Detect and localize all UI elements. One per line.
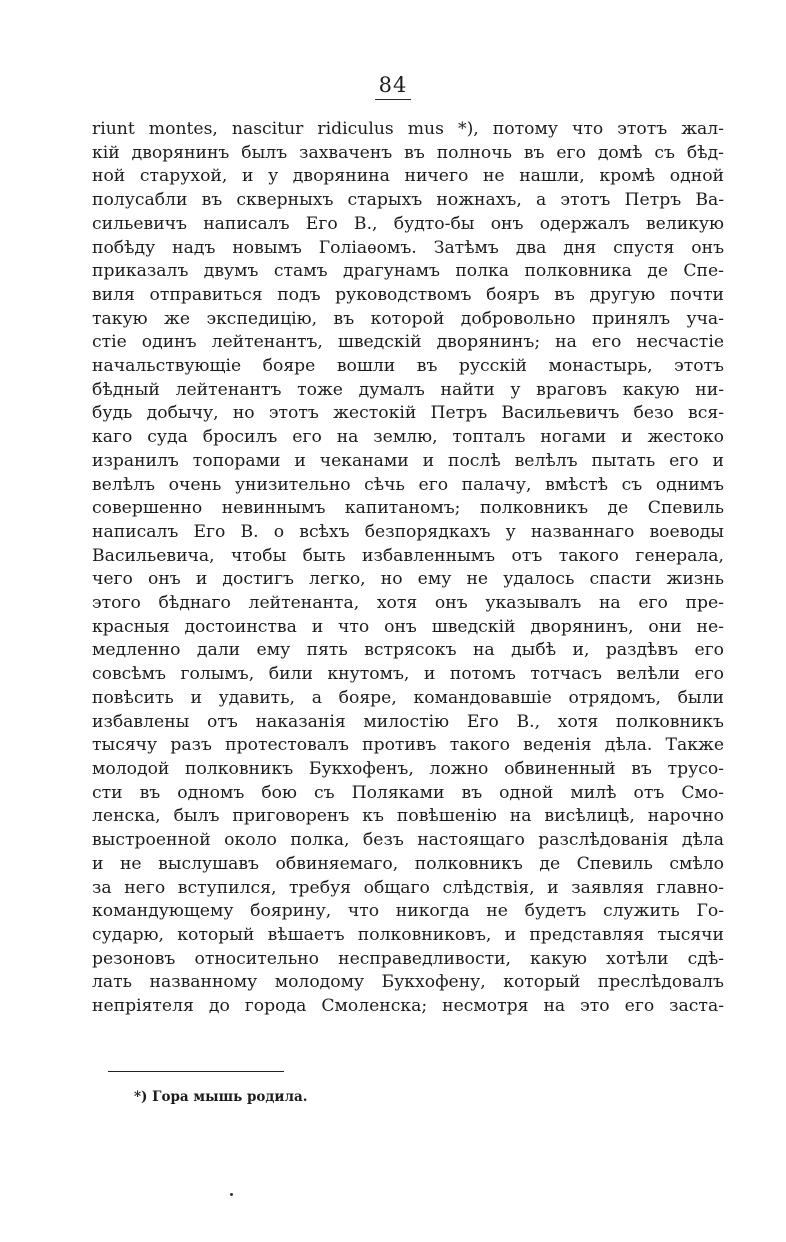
text-line: изранилъ топорами и чеканами и послѣ велѣлъ пытать его и — [92, 450, 724, 471]
text-line: ленска, былъ приговоренъ къ повѣшенію на висѣлицѣ, нарочно — [92, 806, 724, 827]
text-line: молодой полковникъ Букхофенъ, ложно обвиненный въ трусо- — [92, 758, 724, 779]
text-line: стіе одинъ лейтенантъ, шведскій дворянинъ; на его несчастіе — [92, 332, 724, 353]
text-line: за него вступился, требуя общаго слѣдствія, и заявляя главно- — [92, 877, 724, 898]
text-line: красныя достоинства и что онъ шведскій дворянинъ, они не- — [92, 616, 724, 637]
text-line: начальствующіе бояре вошли въ русскій монастырь, этотъ — [92, 356, 724, 377]
text-line: командующему боярину, что никогда не будетъ служить Го- — [92, 901, 724, 922]
text-line: Васильевича, чтобы быть избавленнымъ отъ такого генерала, — [92, 545, 724, 566]
text-line: медленно дали ему пять встрясокъ на дыбѣ и, раздѣвъ его — [92, 640, 724, 661]
text-line: сильевичъ написалъ Его В., будто-бы онъ одержалъ великую — [92, 213, 724, 234]
text-line: тысячу разъ протестовалъ противъ такого веденія дѣла. Также — [92, 735, 724, 756]
page-number-text: 84 — [375, 72, 412, 100]
text-line: бѣдный лейтенантъ тоже думалъ найти у враговъ какую ни- — [92, 379, 724, 400]
print-speck — [230, 1193, 233, 1196]
text-line: сударю, который вѣшаетъ полковниковъ, и представляя тысячи — [92, 924, 724, 945]
body-text — [92, 118, 724, 1019]
text-line: этого бѣднаго лейтенанта, хотя онъ указывалъ на его пре- — [92, 593, 724, 614]
text-line: написалъ Его В. о всѣхъ безпорядкахъ у названнаго воеводы — [92, 521, 724, 542]
text-line: совсѣмъ голымъ, били кнутомъ, и потомъ тотчасъ велѣли его — [92, 664, 724, 685]
text-line: сти въ одномъ бою съ Поляками въ одной милѣ отъ Смо- — [92, 782, 724, 803]
text-line: полусабли въ скверныхъ старыхъ ножнахъ, а этотъ Петръ Ва- — [92, 190, 724, 211]
text-line: велѣлъ очень унизительно сѣчь его палачу, вмѣстѣ съ однимъ — [92, 474, 724, 495]
text-line: резоновъ относительно несправедливости, какую хотѣли сдѣ- — [92, 948, 724, 969]
text-line: выстроенной около полка, безъ настоящаго разслѣдованія дѣла — [92, 830, 724, 851]
text-line: чего онъ и достигъ легко, но ему не удалось спасти жизнь — [92, 569, 724, 590]
text-line: приказалъ двумъ стамъ драгунамъ полка полковника де Спе- — [92, 261, 724, 282]
text-line: будь добычу, но этотъ жестокій Петръ Васильевичъ безо вся- — [92, 403, 724, 424]
text-line: ной старухой, и у дворянина ничего не нашли, кромѣ одной — [92, 166, 724, 187]
text-line: такую же экспедицію, въ которой добровольно принялъ уча- — [92, 308, 724, 329]
text-line: избавлены отъ наказанія милостію Его В., хотя полковникъ — [92, 711, 724, 732]
footnote: *) Гора мышь родила. — [134, 1089, 308, 1105]
text-line: совершенно невиннымъ капитаномъ; полковникъ де Спевиль — [92, 498, 724, 519]
text-line: каго суда бросилъ его на землю, топталъ ногами и жестоко — [92, 427, 724, 448]
text-line: непріятеля до города Смоленска; несмотря на это его заста- — [92, 996, 724, 1017]
text-line: лать названному молодому Букхофену, который преслѣдовалъ — [92, 972, 724, 993]
text-line: кій дворянинъ былъ захваченъ въ полночь въ его домѣ съ бѣд- — [92, 142, 724, 163]
text-line: и не выслушавъ обвиняемаго, полковникъ де Спевиль смѣло — [92, 853, 724, 874]
text-line: виля отправиться подъ руководствомъ бояръ въ другую почти — [92, 284, 724, 305]
page-number — [0, 72, 786, 100]
text-line: riunt montes, nascitur ridiculus mus *), потому что этотъ жал- — [92, 119, 724, 139]
text-line: побѣду надъ новымъ Голіаѳомъ. Затѣмъ два дня спустя онъ — [92, 237, 724, 258]
footnote-divider — [108, 1071, 284, 1072]
text-line: повѣсить и удавить, а бояре, командовавшіе отрядомъ, были — [92, 687, 724, 708]
